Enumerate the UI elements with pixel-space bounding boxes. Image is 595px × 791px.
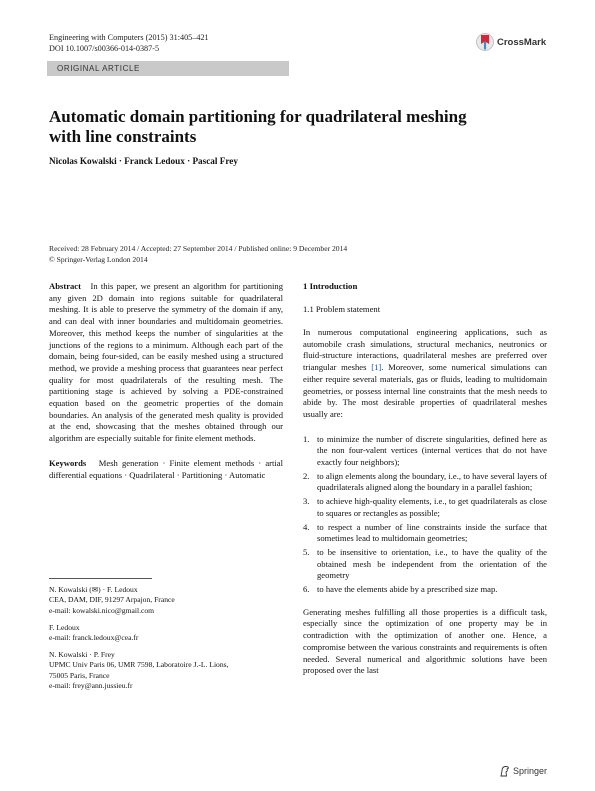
affiliation-email[interactable]: e-mail: frey@ann.jussieu.fr <box>49 680 133 690</box>
publisher-logo <box>499 765 547 777</box>
affiliation-address: UPMC Univ Paris 06, UMR 7598, Laboratoire J.-L. Lions, <box>49 660 229 670</box>
affiliation-email[interactable]: e-mail: kowalski.nico@gmail.com <box>49 605 155 615</box>
list-number: 3. <box>303 496 310 507</box>
list-number: 5. <box>303 546 310 557</box>
section-heading: 1 Introduction <box>303 281 358 291</box>
right-column <box>303 281 547 677</box>
list-number: 4. <box>303 521 310 532</box>
affiliation-email[interactable]: e-mail: franck.ledoux@cea.fr <box>49 633 139 643</box>
list-text: to be insensitive to orientation, i.e., to have the quality of the obtained mesh be independent from the orientation of the geometry <box>317 546 547 581</box>
article-title <box>49 107 519 147</box>
list-number: 6. <box>303 584 310 595</box>
doi[interactable]: DOI 10.1007/s00366-014-0387-5 <box>49 44 160 53</box>
abstract-label: Abstract <box>49 281 81 291</box>
list-item <box>303 522 547 545</box>
citation-link[interactable]: [1] <box>371 362 382 373</box>
abstract-text: In this paper, we present an algorithm for partitioning any given 2D domain into regions suitable for quadrilateral meshing. It is able to preserve the symmetry of the domain if any, and can deal with inner boundaries and multidomain geometries. Moreover, this method keeps the number of singularities at the junctions of the regions to a minimum. Although each part of the domain, being four-sided, can be easily meshed using a structured method, we provide a meshing process that guarantees near perfect quality for most quadrilaterals of the resulting mesh. The partitioning stage is achieved by solving a PDE-constrained equation based on the geometric properties of the domain boundaries. An analysis of the generated mesh quality is provided at the end, showcasing that the meshes obtained through our algorithm are especially suitable for finite element methods. <box>49 281 283 444</box>
affiliation-1 <box>49 585 283 616</box>
copyright-line: © Springer-Verlag London 2014 <box>49 254 148 264</box>
list-item <box>303 471 547 494</box>
list-item <box>303 547 547 582</box>
affiliation-3 <box>49 650 283 691</box>
title-line-2: with line constraints <box>49 127 197 146</box>
publication-history <box>49 244 347 265</box>
keywords <box>49 458 283 481</box>
abstract <box>49 281 283 445</box>
affiliation-authors: N. Kowalski · P. Frey <box>49 650 115 659</box>
intro-text: In numerous computational engineering applications, such as automobile crash simulations, structural mechanics, neutronics or fluid-structure interactions, quadrilateral meshes are preferred over triangular meshes <box>303 327 547 373</box>
crossmark-label: CrossMark <box>497 36 547 48</box>
list-text: to respect a number of line constraints inside the surface that sometimes lead to multidomain geometries; <box>317 521 547 544</box>
publisher-name: Springer <box>513 766 548 776</box>
springer-horse-icon <box>499 765 510 777</box>
affiliation-address: CEA, DAM, DIF, 91297 Arpajon, France <box>49 595 175 605</box>
keywords-text: Mesh generation · Finite element methods · artial differential equations · Quadrilateral · Partitioning · Automatic <box>49 457 284 480</box>
subsection-heading: 1.1 Problem statement <box>303 304 381 314</box>
closing-paragraph: Generating meshes fulfilling all those properties is a difficult task, especially since the optimization of one property may be in contradiction with the optimization of another one. Hence, a compromise between the various constraints and requirements is often needed. Several numerical and algorithmic solutions have been proposed over the last <box>303 606 547 676</box>
properties-list <box>303 434 547 596</box>
list-text: to achieve high-quality elements, i.e., to get quadrilaterals as close to squares or rectangles as possible; <box>317 496 547 518</box>
list-number: 1. <box>303 433 310 444</box>
crossmark-icon <box>476 31 494 53</box>
list-item <box>303 434 547 469</box>
list-text: to have the elements abide by a prescribed size map. <box>317 584 498 595</box>
title-line-1: Automatic domain partitioning for quadrilateral meshing <box>49 107 467 126</box>
crossmark-badge[interactable] <box>476 30 556 54</box>
affiliation-address: 75005 Paris, France <box>49 670 110 680</box>
left-column <box>49 281 283 481</box>
list-text: to align elements along the boundary, i.e., to have several layers of quadrilaterals aligned along the boundary in a parallel fashion; <box>317 470 547 493</box>
list-item <box>303 584 547 596</box>
dates-line: Received: 28 February 2014 / Accepted: 27 September 2014 / Published online: 9 December 2014 <box>49 244 348 253</box>
keywords-label: Keywords <box>49 457 87 468</box>
affiliation-authors: F. Ledoux <box>49 623 80 632</box>
footnote-divider <box>49 578 152 579</box>
list-text: to minimize the number of discrete singularities, defined here as the non four-valent vertices (internal vertices that do not have exactly four neighbors); <box>317 433 547 468</box>
intro-paragraph <box>303 327 547 421</box>
intro-text: . Moreover, some numerical simulations can either require several materials, gas or fluids, leading to multidomain geometries, or possess internal line constraints that the mesh needs to abide by. The most desirable properties of quadrilateral meshes usually are: <box>303 362 547 419</box>
author-list: Nicolas Kowalski · Franck Ledoux · Pascal Frey <box>49 156 238 166</box>
affiliation-2 <box>49 623 283 644</box>
list-item <box>303 496 547 519</box>
journal-citation: Engineering with Computers (2015) 31:405–421 <box>49 33 209 42</box>
list-number: 2. <box>303 470 310 481</box>
affiliation-authors: N. Kowalski (✉) · F. Ledoux <box>49 585 138 594</box>
article-type-banner: ORIGINAL ARTICLE <box>47 61 289 76</box>
